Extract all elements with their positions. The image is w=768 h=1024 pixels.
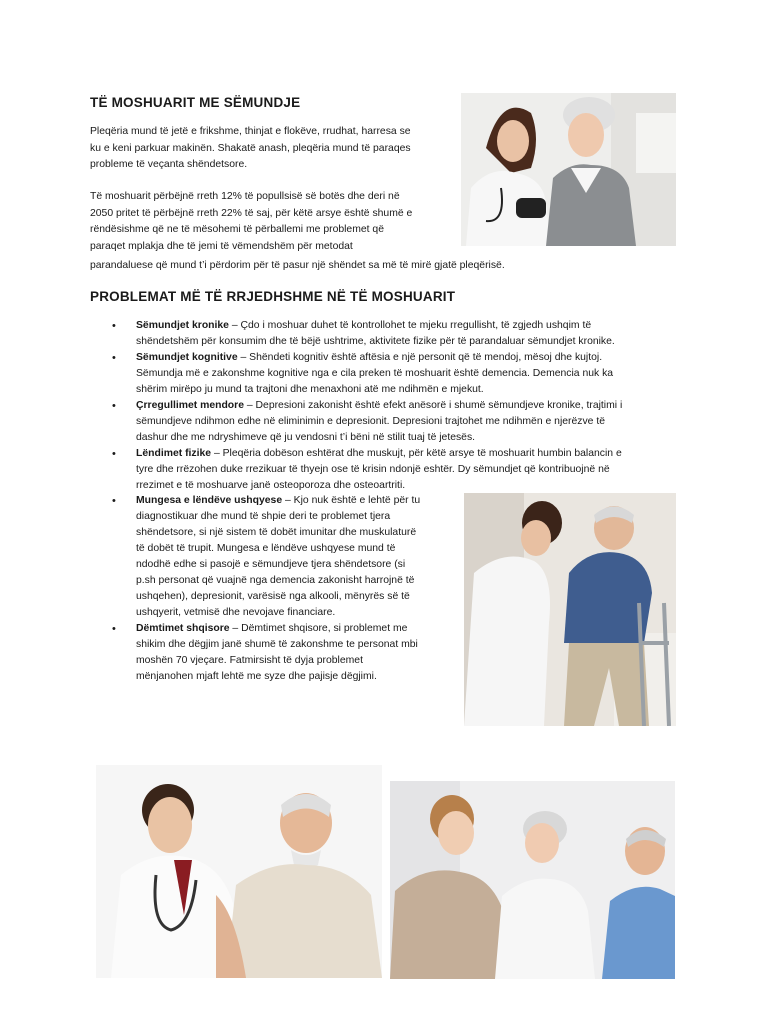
list-item (112, 398, 682, 446)
text-line: Të moshuarit përbëjnë rreth 12% të popullsisë së botës dhe deri në (90, 191, 400, 202)
item-text: diagnostikuar dhe mund të shpie deri te problemet tjera (136, 511, 391, 522)
item-text: dashur dhe me ndryshimeve që ju vendosni t’i bëni në stilit tuaj të jetesës. (136, 432, 476, 443)
item-text: – Dëmtimet shqisore, si problemet me (229, 623, 408, 634)
item-term: Lëndimet fizike (136, 448, 212, 459)
item-term: Sëmundjet kronike (136, 320, 229, 331)
section-title-common-problems: PROBLEMAT MË TË RRJEDHSHME NË TË MOSHUARIT (90, 289, 456, 304)
item-text: – Kjo nuk është e lehtë për tu (282, 495, 421, 506)
text-line: ku e keni parkuar makinën. Shakatë anash, pleqëria mund të paraqes (90, 142, 411, 154)
item-term: Sëmundjet kognitive (136, 352, 238, 363)
intro-paragraph-2 (90, 189, 450, 255)
item-text: shërim mirëpo ju mund ta trajtoni dhe menaxhoni atë me ndihmën e mjekut. (136, 384, 484, 395)
item-text: Sëmundja më e zakonshme kognitive nga e cila preken të moshuarit është demencia. Demencia nuk ka (136, 368, 614, 379)
list-item (112, 318, 682, 350)
text-line: Pleqëria mund të jetë e frikshme, thinjat e flokëve, rrudhat, harresa se (90, 126, 411, 137)
item-term: Dëmtimet shqisore (136, 623, 230, 634)
item-text: rrezimet e të moshuarve janë osteoporoza dhe osteoartriti. (136, 480, 406, 491)
list-item (112, 350, 682, 398)
item-text: të dobët të trupit. Mungesa e lëndëve ushqyese mund të (136, 543, 396, 554)
item-text: ushqyerit, vetmisë dhe nevojave financiare. (136, 607, 336, 618)
item-text: – Depresioni zakonisht është efekt anësorë i shumë sëmundjeve kronike, trajtimi i (243, 400, 623, 411)
section-title-elderly-diseases: TË MOSHUARIT ME SËMUNDJE (90, 95, 301, 110)
problems-list-top (112, 318, 682, 494)
item-term: Mungesa e lëndëve ushqyese (136, 495, 283, 506)
list-item (112, 493, 462, 621)
intro-paragraph-1 (90, 124, 450, 174)
item-text: – Çdo i moshuar duhet të kontrollohet te mjeku rregullisht, të zgjedh ushqim të (228, 320, 592, 331)
item-text: – Shëndeti kognitiv është aftësia e një personit që të mendoj, mësoj dhe kujtoj. (237, 352, 603, 363)
intro-paragraph-2-last-line: parandaluese që mund t’i përdorim për të pasur një shëndet sa më të mirë gjatë pleqërisë. (90, 260, 505, 271)
item-text: sëmundjeve ndihmon edhe në eliminimin e depresionit. Depresioni trajtohet me ndihmën e njerëzve të (136, 416, 605, 427)
item-text: shëndetsore, si një sistem të dobët imunitar dhe muskulaturë (136, 527, 417, 538)
text-line: paraqet mplakja dhe të jemi të vëmendshëm për metodat (90, 240, 353, 252)
photo-nurse-elderly-walker (464, 493, 676, 726)
photo-family-visit (390, 781, 675, 979)
text-line: probleme të veçanta shëndetsore. (90, 159, 248, 170)
item-term: Çrregullimet mendore (136, 400, 244, 411)
item-text: shikim dhe dëgjim janë shumë të zakonshme te personat mbi (136, 639, 418, 650)
list-item (112, 621, 462, 685)
text-line: rëndësishme që ne të mësohemi të përballemi me problemet që (90, 224, 384, 235)
text-line: 2050 pritet të përbëjnë rreth 22% të saj, për këtë arsye është shumë e (90, 207, 413, 219)
item-text: moshën 70 vjeçare. Fatmirsisht të dyja problemet (136, 655, 363, 666)
item-text: ndodhë edhe si pasojë e sëmundjeve tjera shëndetsore (si (136, 559, 406, 570)
item-text: tyre dhe rrëzohen duke rrezikuar të thyejn ose të krisin ndonjë eshtër. Dy sëmundjet që kontribuojnë në (136, 464, 610, 475)
problems-list-bottom (112, 493, 462, 685)
list-item (112, 446, 682, 494)
item-text: shëndetshëm për konsumim dhe të bëjë ushtrime, aktivitete fizike për të parandaluar sëmundjet kronike. (136, 336, 615, 347)
item-text: – Pleqëria dobëson eshtërat dhe muskujt, për këtë arsye të moshuarit humbin balancin e (211, 448, 622, 459)
item-text: mënjanohen mjaft lehtë me syze dhe pajisje dëgjimi. (136, 671, 377, 682)
item-text: p.sh personat që vuajnë nga demencia zakonisht harrojnë të (136, 575, 415, 586)
photo-nurse-blood-pressure (461, 93, 676, 246)
photo-doctor-elderly-man (96, 765, 382, 978)
item-text: ushqehen), depresionit, varësisë nga alkooli, mënyrës së të (136, 591, 410, 602)
